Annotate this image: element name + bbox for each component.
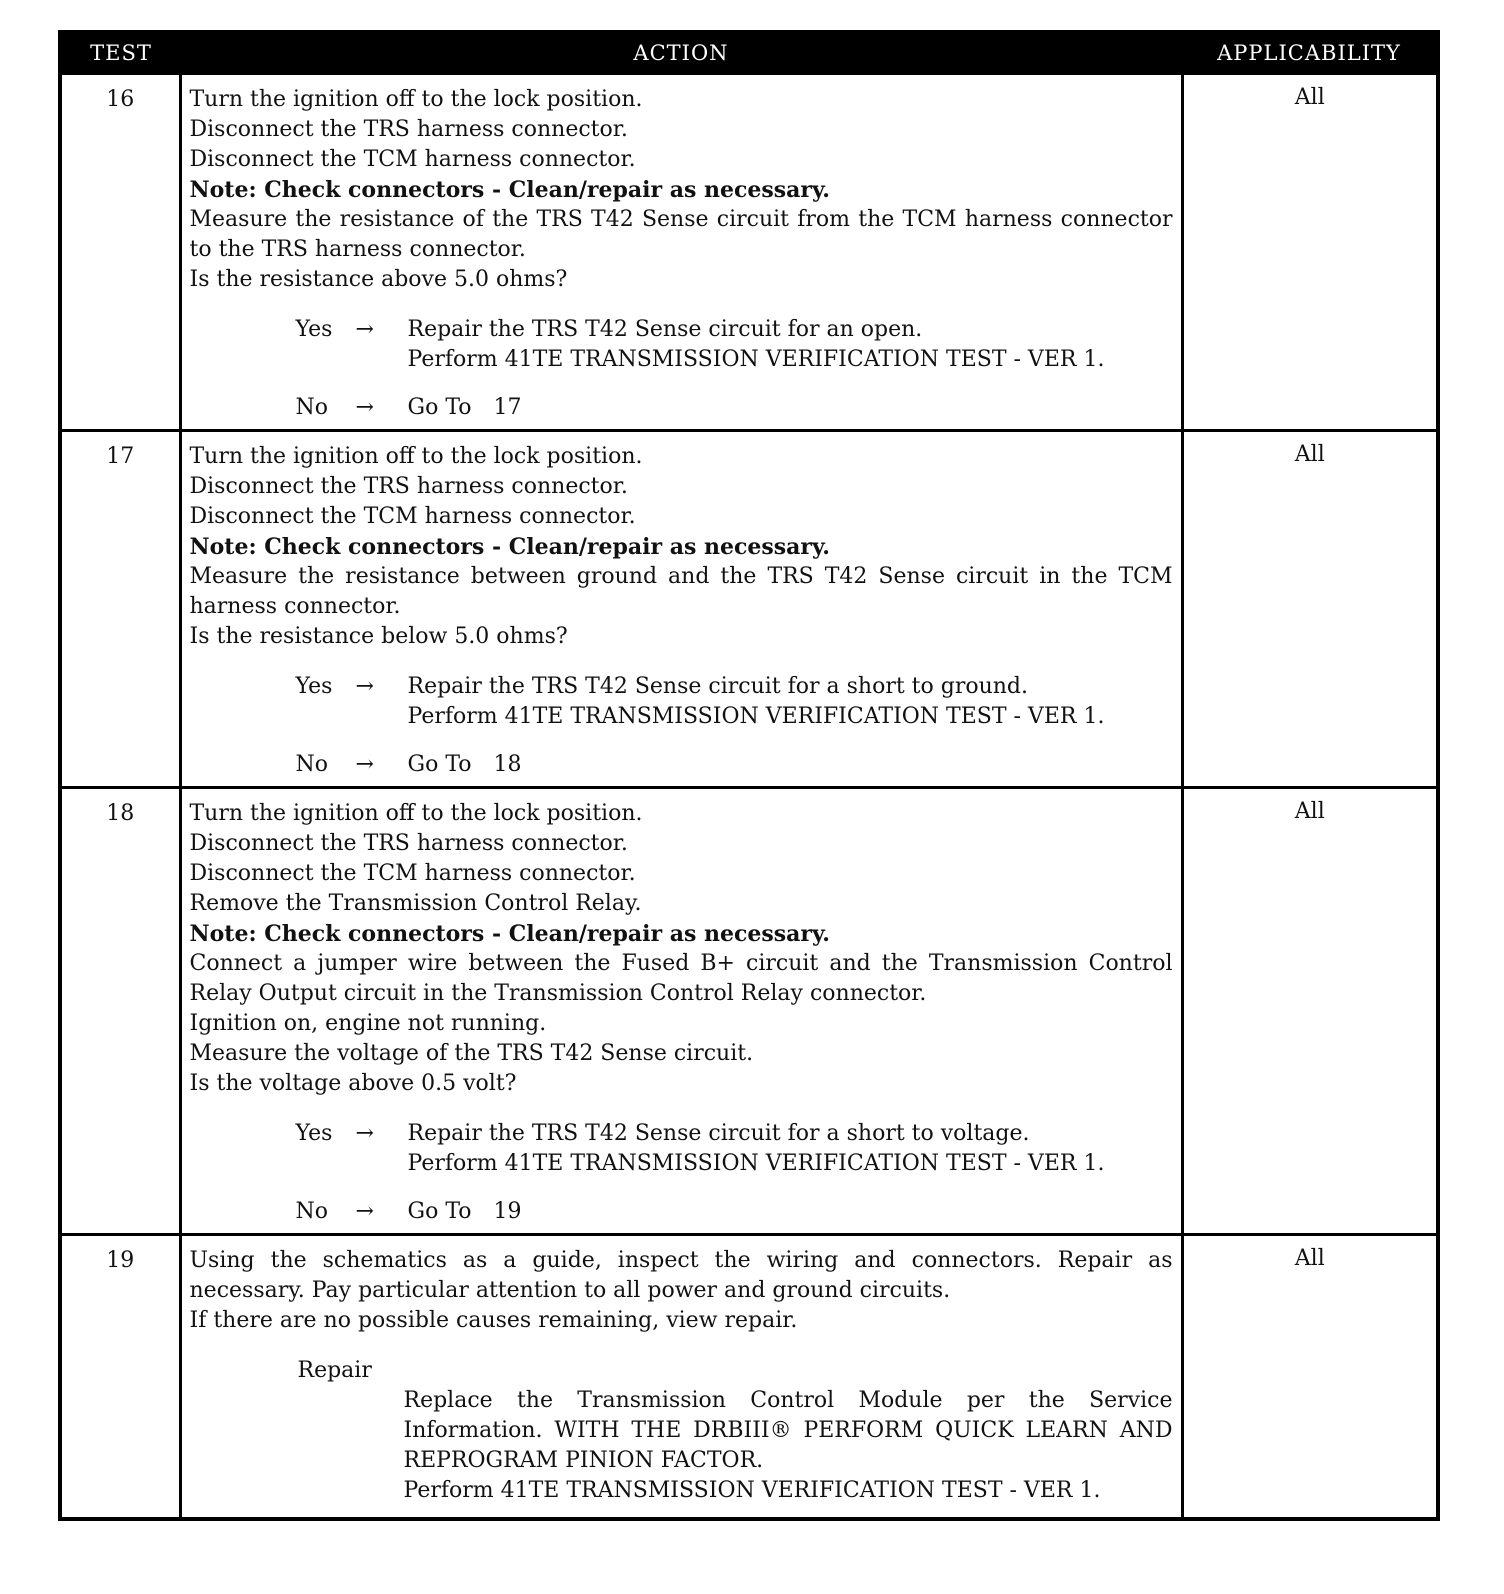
action-step: Using the schematics as a guide, inspect the wiring and connectors. Repair as necessary. Pay particular attention to all power and ground circuits. — [189, 1248, 1173, 1303]
action-step: Ignition on, engine not running. — [189, 1011, 547, 1036]
goto-test-link[interactable]: 19 — [493, 1199, 522, 1224]
action-question: Is the resistance below 5.0 ohms? — [189, 624, 568, 649]
header-action: ACTION — [180, 32, 1182, 74]
arrow-icon: → — [355, 1121, 374, 1146]
yes-label: Yes — [295, 1121, 333, 1146]
yes-verification: Perform 41TE TRANSMISSION VERIFICATION TEST - VER 1. — [407, 347, 1105, 372]
goto-label: Go To — [407, 395, 472, 420]
response-yes — [296, 672, 1173, 732]
action-step: If there are no possible causes remaining, view repair. — [189, 1308, 798, 1333]
action-note: Note: Check connectors - Clean/repair as necessary. — [189, 534, 830, 560]
action-step: Disconnect the TCM harness connector. — [189, 861, 636, 886]
test-row-17 — [60, 431, 1438, 788]
action-step: Connect a jumper wire between the Fused B+ circuit and the Transmission Control Relay Output circuit in the Transmission Control Relay connector. — [189, 951, 1173, 1006]
response-yes — [296, 315, 1173, 375]
table-header-row — [60, 32, 1438, 74]
yes-label: Yes — [295, 317, 333, 342]
arrow-icon: → — [355, 752, 374, 777]
response-yes — [296, 1119, 1173, 1179]
arrow-icon: → — [355, 674, 374, 699]
response-no — [296, 750, 1173, 780]
test-number: 18 — [60, 788, 180, 1235]
header-test: TEST — [60, 32, 180, 74]
test-number: 17 — [60, 431, 180, 788]
test-procedure-table — [58, 30, 1440, 1521]
action-step: Disconnect the TRS harness connector. — [189, 831, 628, 856]
action-step: Turn the ignition off to the lock position. — [189, 87, 643, 112]
test-action — [180, 1235, 1182, 1519]
test-action — [180, 788, 1182, 1235]
test-number: 16 — [60, 74, 180, 431]
action-step: Measure the voltage of the TRS T42 Sense circuit. — [189, 1041, 754, 1066]
yes-label: Yes — [295, 674, 333, 699]
repair-instruction: Replace the Transmission Control Module per the Service Information. WITH THE DRBIII® PERFORM QUICK LEARN AND REPROGRAM PINION FACTOR. — [403, 1388, 1173, 1473]
action-question: Is the resistance above 5.0 ohms? — [189, 267, 568, 292]
action-step: Disconnect the TCM harness connector. — [189, 147, 636, 172]
no-label: No — [295, 395, 328, 420]
action-question: Is the voltage above 0.5 volt? — [189, 1071, 517, 1096]
goto-label: Go To — [407, 1199, 472, 1224]
test-row-19 — [60, 1235, 1438, 1519]
test-row-18 — [60, 788, 1438, 1235]
action-step: Disconnect the TRS harness connector. — [189, 474, 628, 499]
goto-test-link[interactable]: 18 — [493, 752, 522, 777]
yes-action: Repair the TRS T42 Sense circuit for an open. — [407, 317, 923, 342]
test-action — [180, 74, 1182, 431]
no-label: No — [295, 1199, 328, 1224]
action-note: Note: Check connectors - Clean/repair as necessary. — [189, 921, 830, 947]
response-block — [296, 1119, 1173, 1227]
no-label: No — [295, 752, 328, 777]
action-step: Measure the resistance of the TRS T42 Sense circuit from the TCM harness connector to the TRS harness connector. — [189, 207, 1173, 262]
action-note: Note: Check connectors - Clean/repair as necessary. — [189, 177, 830, 203]
diagnostic-procedure-sheet — [58, 30, 1436, 1521]
goto-test-link[interactable]: 17 — [493, 395, 522, 420]
response-block — [296, 672, 1173, 780]
repair-verification: Perform 41TE TRANSMISSION VERIFICATION TEST - VER 1. — [403, 1478, 1101, 1503]
test-action — [180, 431, 1182, 788]
test-applicability: All — [1182, 788, 1438, 1235]
test-applicability: All — [1182, 431, 1438, 788]
yes-verification: Perform 41TE TRANSMISSION VERIFICATION TEST - VER 1. — [407, 1151, 1105, 1176]
yes-action: Repair the TRS T42 Sense circuit for a short to voltage. — [407, 1121, 1030, 1146]
action-step: Turn the ignition off to the lock position. — [189, 801, 643, 826]
action-step: Measure the resistance between ground and the TRS T42 Sense circuit in the TCM harness connector. — [189, 564, 1173, 619]
test-applicability: All — [1182, 74, 1438, 431]
arrow-icon: → — [355, 1199, 374, 1224]
repair-label: Repair — [297, 1358, 372, 1383]
yes-action: Repair the TRS T42 Sense circuit for a short to ground. — [407, 674, 1029, 699]
action-step: Disconnect the TCM harness connector. — [189, 504, 636, 529]
yes-verification: Perform 41TE TRANSMISSION VERIFICATION TEST - VER 1. — [407, 704, 1105, 729]
action-step: Disconnect the TRS harness connector. — [189, 117, 628, 142]
test-applicability: All — [1182, 1235, 1438, 1519]
action-step: Turn the ignition off to the lock position. — [189, 444, 643, 469]
repair-block — [298, 1356, 1173, 1506]
test-row-16 — [60, 74, 1438, 431]
response-no — [296, 1197, 1173, 1227]
header-applicability: APPLICABILITY — [1182, 32, 1438, 74]
arrow-icon: → — [355, 317, 374, 342]
goto-label: Go To — [407, 752, 472, 777]
action-step: Remove the Transmission Control Relay. — [189, 891, 642, 916]
response-no — [296, 393, 1173, 423]
test-number: 19 — [60, 1235, 180, 1519]
response-block — [296, 315, 1173, 423]
arrow-icon: → — [355, 395, 374, 420]
